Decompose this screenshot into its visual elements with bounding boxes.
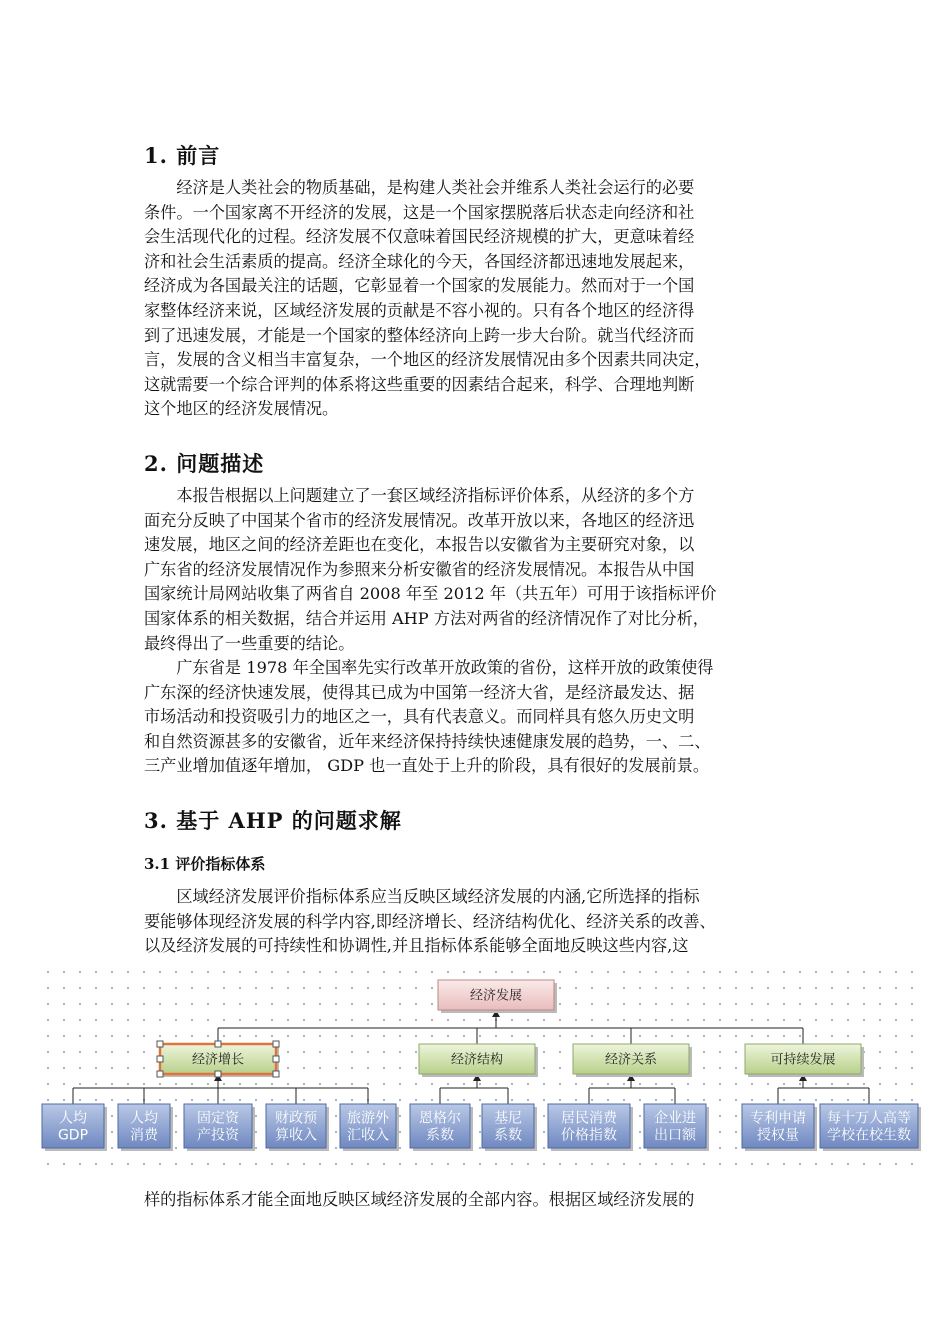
selection-handle — [273, 1041, 279, 1047]
indicator-node — [340, 1104, 399, 1151]
text-line: 这就需要一个综合评判的体系将这些重要的因素结合起来，科学、合理地判断 — [144, 374, 695, 394]
text-line: 广东省是 1978 年全国率先实行改革开放政策的省份，这样开放的政策使得 — [144, 658, 714, 677]
node-label: 消费 — [130, 1127, 158, 1144]
node-label: 财政预 — [275, 1110, 317, 1127]
section-3-paragraph — [144, 885, 808, 959]
section-2-paragraph-1 — [144, 484, 808, 656]
node-label: 学校在校生数 — [827, 1127, 911, 1144]
text-line: 广东省的经济发展情况作为参照来分析安徽省的经济发展情况。本报告从中国 — [144, 559, 695, 579]
root-node — [438, 980, 557, 1013]
text-line: 国家统计局网站收集了两省自 2008 年至 2012 年（共五年）可用于该指标评价 — [144, 584, 717, 604]
text-line: 三产业增加值逐年增加， GDP 也一直处于上升的阶段，具有很好的发展前景。 — [144, 756, 710, 776]
node-label: 专利申请 — [750, 1110, 806, 1127]
category-node — [419, 1044, 538, 1077]
node-label: 人均 — [130, 1110, 158, 1127]
selection-handle — [215, 1041, 221, 1047]
indicator-node — [482, 1104, 537, 1151]
node-label: 企业进 — [654, 1110, 696, 1127]
node-label: 经济结构 — [450, 1052, 504, 1068]
text-line: 市场活动和投资吸引力的地区之一，具有代表意义。而同样具有悠久历史文明 — [144, 707, 695, 727]
node-label: 恩格尔 — [419, 1110, 461, 1127]
node-label: 系数 — [494, 1127, 522, 1144]
section-heading-1: 1. 前言 — [144, 143, 221, 168]
indicator-node — [820, 1104, 921, 1151]
text-line: 最终得出了一些重要的结论。 — [144, 633, 355, 653]
node-label: GDP — [57, 1127, 89, 1144]
section-1-paragraph — [144, 176, 808, 422]
category-node — [573, 1044, 692, 1077]
node-label: 经济关系 — [604, 1052, 658, 1068]
selection-handle — [157, 1071, 163, 1077]
after-diagram-paragraph — [144, 1188, 808, 1213]
text-line: 会生活现代化的过程。经济发展不仅意味着国民经济规模的扩大，更意味着经 — [144, 227, 695, 247]
indicator-node — [42, 1104, 107, 1151]
text-line: 要能够体现经济发展的科学内容,即经济增长、经济结构优化、经济关系的改善、 — [144, 911, 716, 931]
node-label: 算收入 — [275, 1127, 317, 1144]
indicator-node — [644, 1104, 709, 1151]
category-node — [745, 1044, 864, 1077]
indicator-node — [742, 1104, 817, 1151]
text-line: 言，发展的含义相当丰富复杂，一个地区的经济发展情况由多个因素共同决定， — [144, 350, 711, 370]
text-line: 到了迅速发展，才能是一个国家的整体经济向上跨一步大台阶。就当代经济而 — [144, 325, 695, 345]
text-line: 样的指标体系才能全面地反映区域经济发展的全部内容。根据区域经济发展的 — [144, 1190, 695, 1209]
node-label: 旅游外 — [347, 1110, 389, 1127]
text-line: 和自然资源甚多的安徽省，近年来经济保持持续快速健康发展的趋势，一、二、 — [144, 731, 711, 751]
subsection-heading-3-1: 3.1 评价指标体系 — [144, 855, 266, 873]
category-node — [157, 1041, 279, 1077]
indicator-node — [548, 1104, 633, 1151]
text-line: 经济成为各国最关注的话题，它彰显着一个国家的发展能力。然而对于一个国 — [144, 276, 695, 296]
selection-handle — [157, 1041, 163, 1047]
indicator-node — [266, 1104, 329, 1151]
node-label: 汇收入 — [347, 1127, 389, 1144]
selection-handle — [157, 1056, 163, 1062]
selection-handle — [273, 1056, 279, 1062]
node-label: 每十万人高等 — [827, 1110, 911, 1127]
text-line: 家整体经济来说，区域经济发展的贡献是不容小视的。只有各个地区的经济得 — [144, 300, 695, 320]
node-label: 授权量 — [757, 1127, 799, 1144]
node-label: 可持续发展 — [770, 1052, 836, 1068]
indicator-node — [118, 1104, 173, 1151]
hierarchy-svg — [36, 958, 924, 1178]
text-line: 这个地区的经济发展情况。 — [144, 399, 339, 419]
text-line: 速发展，地区之间的经济差距也在变化，本报告以安徽省为主要研究对象，以 — [144, 535, 695, 555]
text-line: 国家体系的相关数据，结合并运用 AHP 方法对两省的经济情况作了对比分析， — [144, 608, 709, 628]
indicator-node — [410, 1104, 473, 1151]
text-line: 广东深的经济快速发展，使得其已成为中国第一经济大省，是经济最发达、据 — [144, 682, 695, 702]
node-label: 固定资 — [197, 1110, 239, 1127]
section-2-paragraph-2 — [144, 656, 808, 779]
node-label: 系数 — [426, 1127, 454, 1144]
node-label: 经济发展 — [469, 988, 523, 1004]
node-label: 出口额 — [654, 1127, 696, 1144]
text-line: 以及经济发展的可持续性和协调性,并且指标体系能够全面地反映这些内容,这 — [144, 936, 689, 956]
text-line: 经济是人类社会的物质基础，是构建人类社会并维系人类社会运行的必要 — [144, 178, 695, 197]
indicator-node — [184, 1104, 255, 1151]
section-heading-3: 3. 基于 AHP 的问题求解 — [144, 808, 402, 833]
section-heading-2: 2. 问题描述 — [144, 451, 265, 476]
selection-handle — [273, 1071, 279, 1077]
selection-handle — [215, 1071, 221, 1077]
node-label: 人均 — [59, 1110, 87, 1127]
node-label: 基尼 — [494, 1110, 522, 1127]
node-label: 居民消费 — [561, 1110, 617, 1127]
node-label: 经济增长 — [191, 1052, 245, 1068]
node-label: 价格指数 — [561, 1127, 617, 1144]
text-line: 条件。一个国家离不开经济的发展，这是一个国家摆脱落后状态走向经济和社 — [144, 202, 695, 222]
text-line: 区域经济发展评价指标体系应当反映区域经济发展的内涵,它所选择的指标 — [144, 887, 700, 906]
text-line: 面充分反映了中国某个省市的经济发展情况。改革开放以来，各地区的经济迅 — [144, 510, 695, 530]
text-line: 本报告根据以上问题建立了一套区域经济指标评价体系，从经济的多个方 — [144, 486, 695, 505]
indicator-hierarchy-diagram — [36, 958, 924, 1178]
node-label: 产投资 — [197, 1127, 239, 1144]
text-line: 济和社会生活素质的提高。经济全球化的今天，各国经济都迅速地发展起来， — [144, 251, 695, 271]
